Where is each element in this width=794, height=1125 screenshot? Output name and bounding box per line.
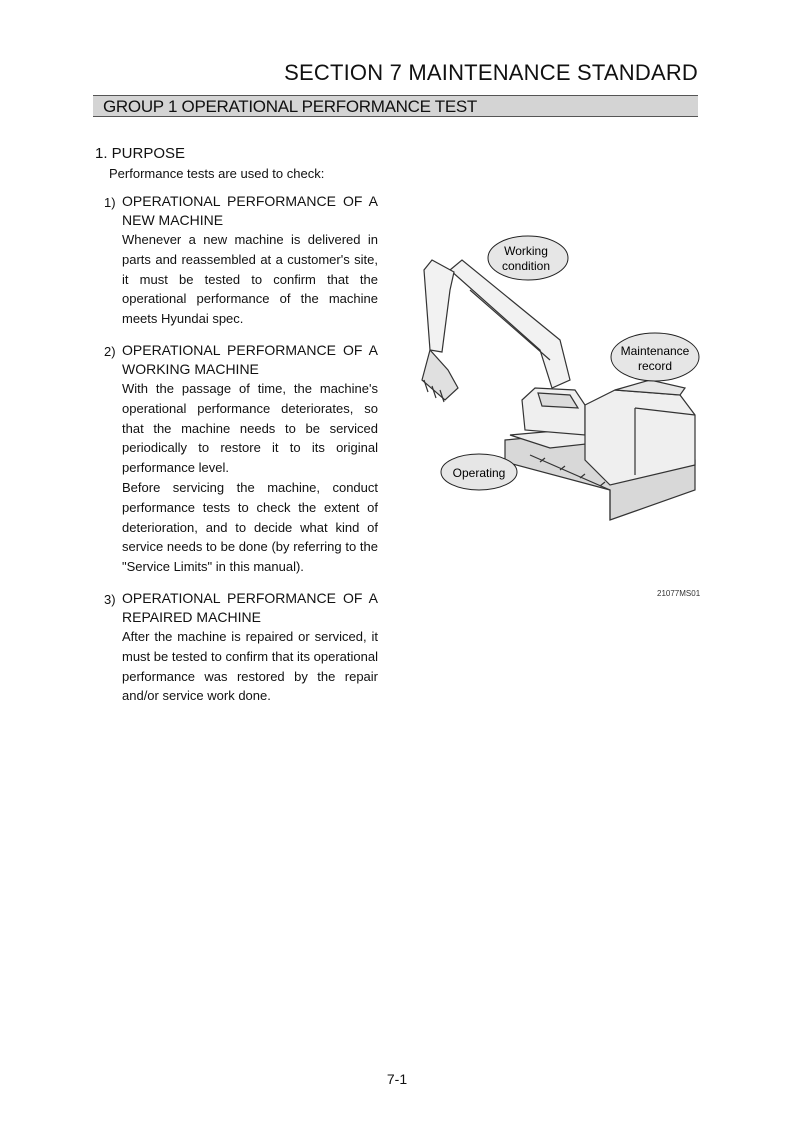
callout-maintenance-line1: Maintenance [620,344,690,358]
callout-operating [441,454,517,490]
callout-maintenance-line2: record [637,359,673,373]
item-paragraph: Before servicing the machine, conduct performance tests to check the extent of deterioration, and to decide what kind of service needs to be done (by referring to the "Service Limits" in this manual). [122,479,378,575]
callout-working-line2: condition [501,259,551,273]
item-paragraph: After the machine is repaired or serviced, it must be tested to confirm that its operational performance was restored by the repair and/or service work done. [122,629,378,704]
item-paragraph: Whenever a new machine is delivered in parts and reassembled at a customer's site, it must be tested to confirm that the operational performance of the machine meets Hyundai spec. [122,232,378,327]
item-text [122,627,378,706]
callout-maintenance-record [611,333,699,381]
item-paragraph: With the passage of time, the machine's operational performance deteriorates, so that the machine needs to be serviced periodically to restore it to its original performance level. [122,381,378,476]
excavator-boom [422,260,570,402]
item-text [122,230,378,329]
excavator-figure [410,230,710,550]
item-title: OPERATIONAL PERFORMANCE OF A REPAIRED MACHINE [122,590,378,625]
figure-code: 21077MS01 [657,589,701,598]
purpose-intro: Performance tests are used to check: [109,166,325,181]
item-number: 1) [104,195,116,210]
callout-working-condition [488,236,568,280]
item-title: OPERATIONAL PERFORMANCE OF A NEW MACHINE [122,193,378,228]
callout-operating-label: Operating [452,466,506,480]
group-title: GROUP 1 OPERATIONAL PERFORMANCE TEST [103,97,477,116]
section-title: SECTION 7 MAINTENANCE STANDARD [284,60,698,85]
item-title: OPERATIONAL PERFORMANCE OF A WORKING MACHINE [122,342,378,377]
callout-working-line1: Working [504,244,548,258]
group-title-bar [93,95,698,117]
purpose-heading: 1. PURPOSE [95,145,186,162]
item-number: 2) [104,344,116,359]
item-number: 3) [104,592,116,607]
page-number: 7-1 [386,1071,408,1087]
item-text [122,379,378,577]
